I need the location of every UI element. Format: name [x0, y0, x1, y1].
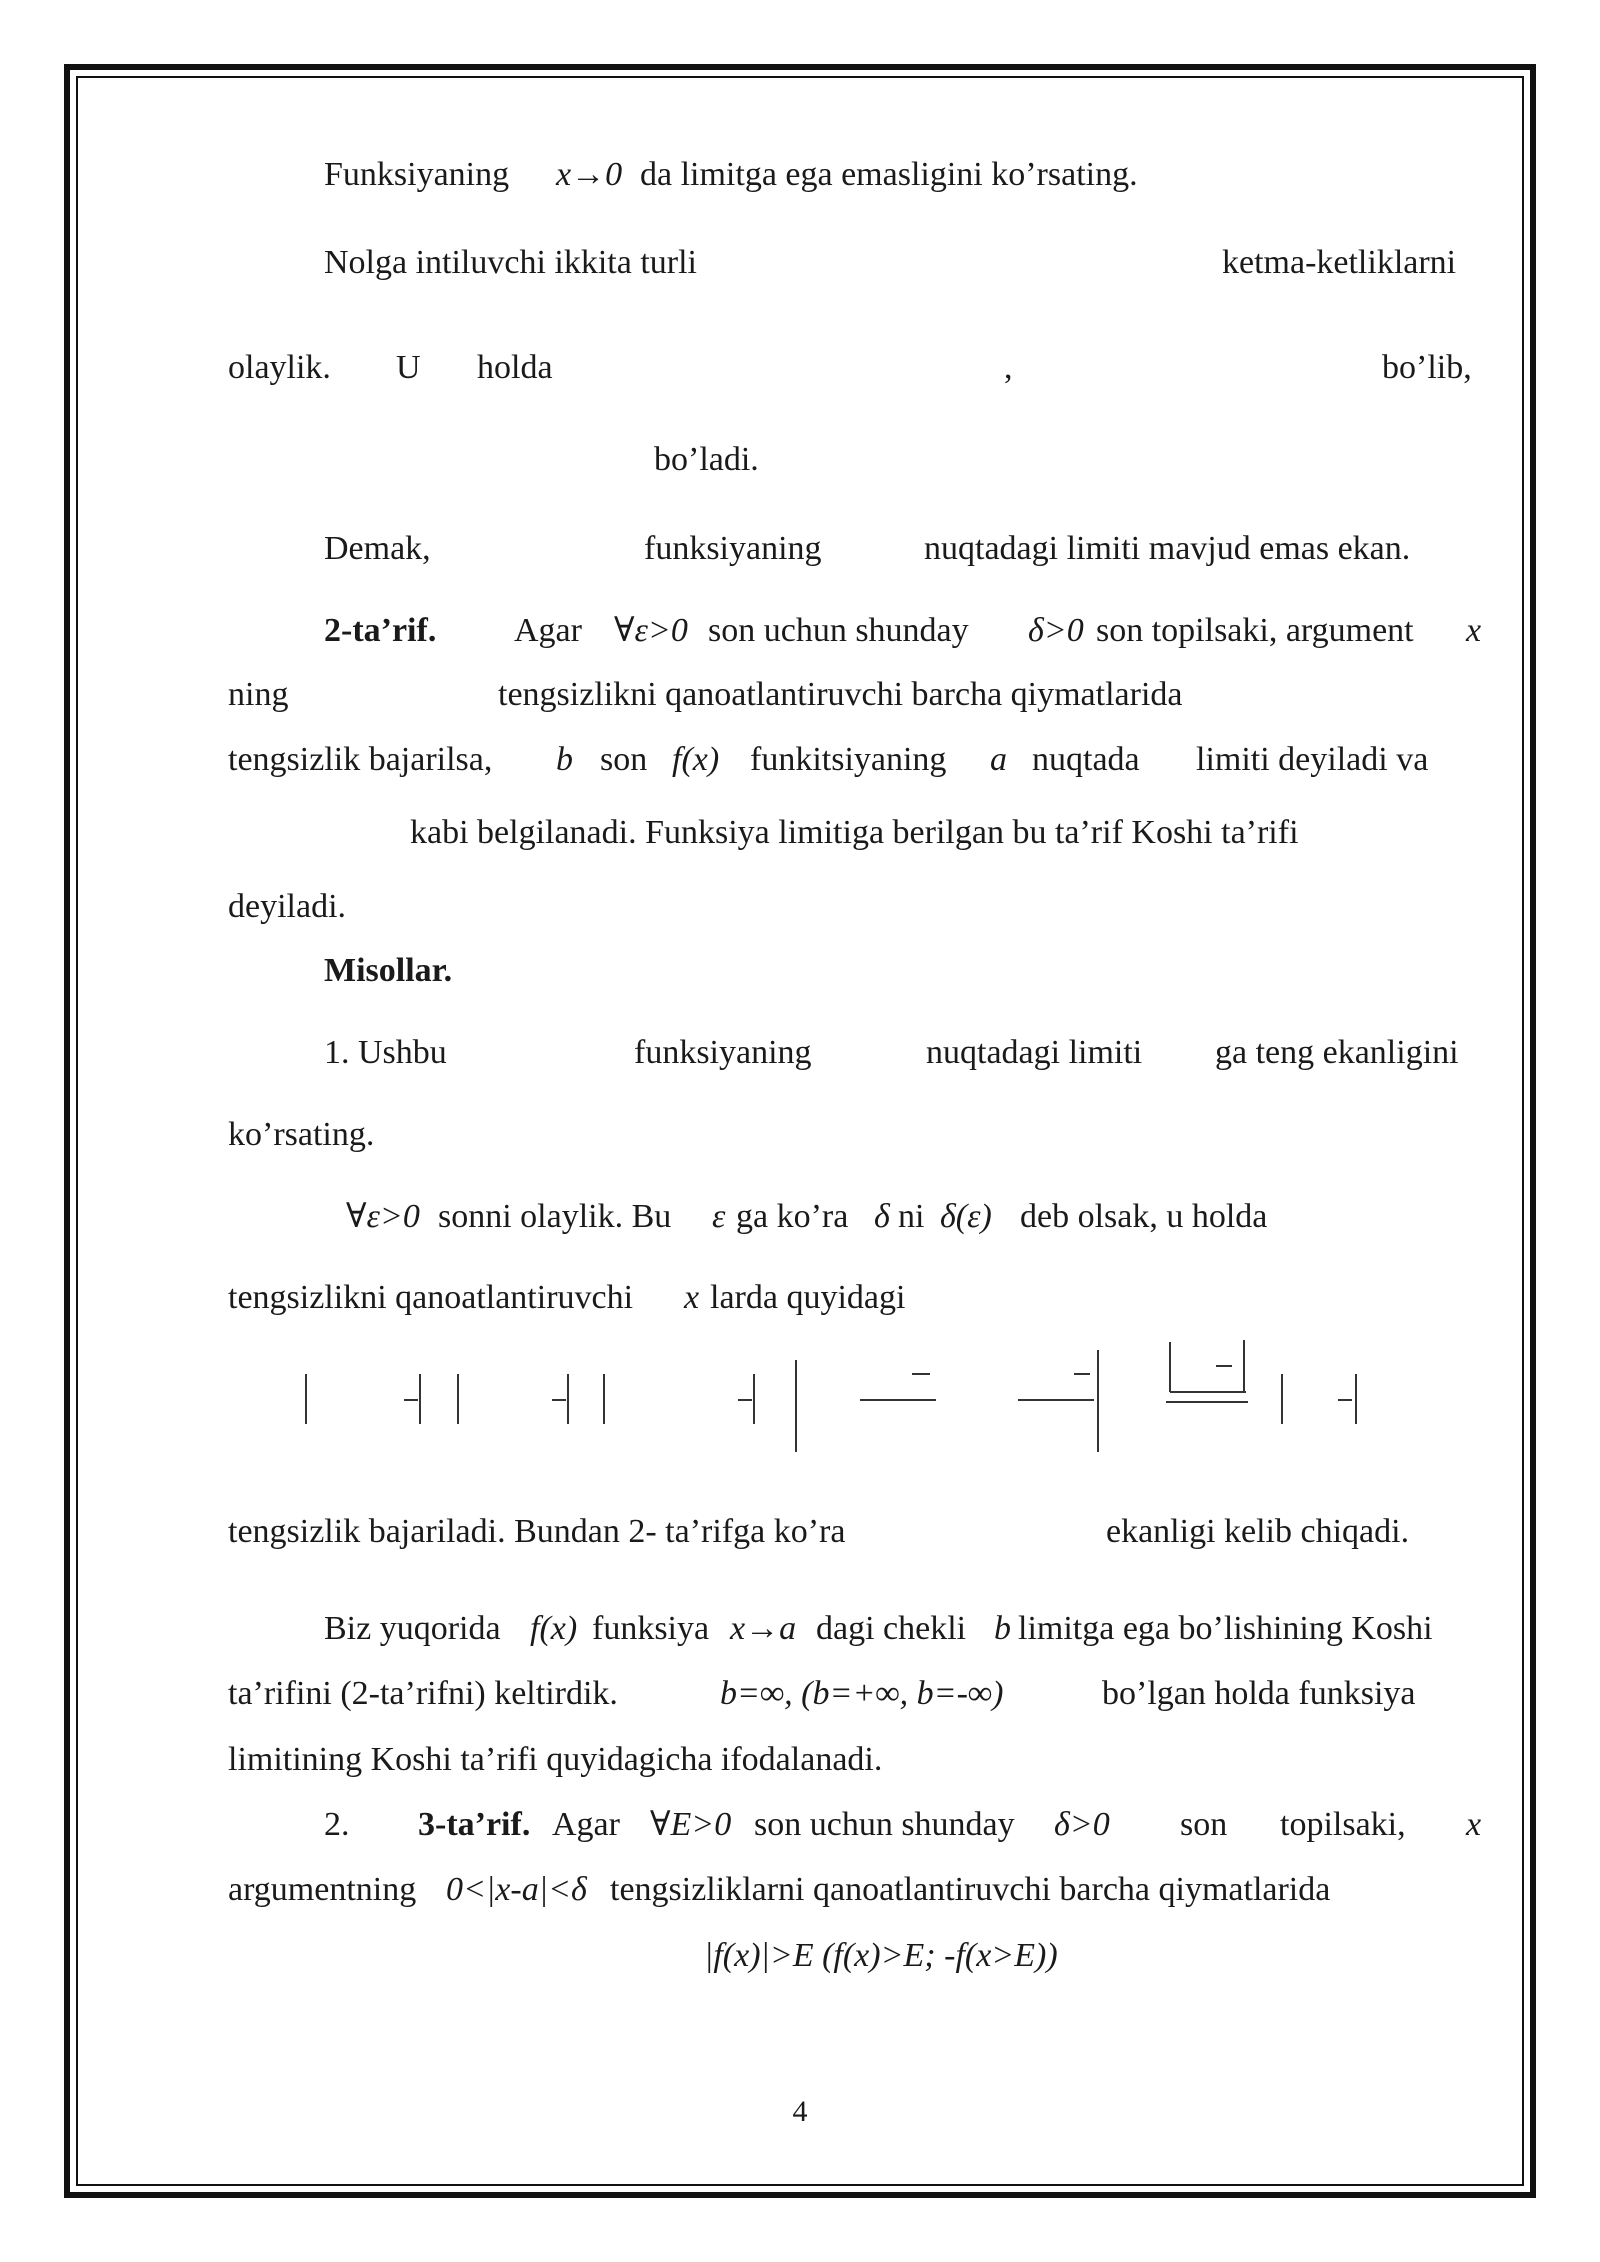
text-line: da limitga ega emasligini ko’rsating.: [640, 156, 1138, 193]
math-expr: a: [990, 741, 1007, 778]
math-expr: x: [684, 1279, 700, 1316]
text-line: dagi chekli: [816, 1610, 967, 1647]
text-line: ,: [1004, 349, 1013, 386]
text-line: ga teng ekanligini: [1215, 1034, 1459, 1071]
page-number: 4: [792, 2095, 808, 2128]
text-line: ketma-ketliklarni: [1222, 244, 1457, 281]
text-line: son uchun shunday: [754, 1806, 1015, 1843]
text-line: nuqtadagi limiti: [926, 1034, 1143, 1071]
math-formula: |f(x)|>E (f(x)>E; -f(x>E)): [704, 1937, 1058, 1974]
definition-label: 3-ta’rif.: [418, 1806, 531, 1843]
text-line: bo’lgan holda funksiya: [1102, 1675, 1416, 1712]
text-line: son: [1180, 1806, 1228, 1843]
text-line: Funksiyaning: [324, 156, 510, 193]
math-expr: x: [1466, 612, 1482, 649]
math-expr: b: [994, 1610, 1011, 1647]
text-line: nuqtadagi limiti mavjud emas ekan.: [924, 530, 1411, 567]
math-expr: f(x): [530, 1610, 578, 1647]
text-line: ga ko’ra: [736, 1198, 849, 1235]
text-line: ko’rsating.: [228, 1116, 375, 1153]
text-line: bo’ladi.: [654, 441, 759, 478]
text-line: larda quyidagi: [710, 1279, 906, 1316]
math-expr: x: [1466, 1806, 1482, 1843]
text-line: ta’rifini (2-ta’rifni) keltirdik.: [228, 1675, 618, 1712]
formula-fragment: [0, 1340, 1600, 1480]
text-line: limitga ega bo’lishining Koshi: [1018, 1610, 1433, 1647]
text-line: tengsizlik bajariladi. Bundan 2- ta’rifga ko’ra: [228, 1513, 846, 1550]
text-line: Agar: [514, 612, 582, 649]
text-line: deyiladi.: [228, 888, 347, 925]
definition-label: 2-ta’rif.: [324, 612, 437, 649]
math-expr: ∀ε>0: [346, 1198, 420, 1235]
text-line: limitining Koshi ta’rifi quyidagicha ifodalanadi.: [228, 1741, 883, 1778]
math-expr: δ: [874, 1198, 890, 1235]
text-line: funksiyaning: [634, 1034, 812, 1071]
text-line: ni: [898, 1198, 925, 1235]
text-line: olaylik.: [228, 349, 331, 386]
text-line: tengsizliklarni qanoatlantiruvchi barcha qiymatlarida: [610, 1871, 1331, 1908]
math-expr: ε: [712, 1198, 726, 1235]
text-line: deb olsak, u holda: [1020, 1198, 1268, 1235]
text-line: son uchun shunday: [708, 612, 969, 649]
text-line: son: [600, 741, 648, 778]
math-expr: δ(ε): [940, 1198, 992, 1235]
text-line: bo’lib,: [1382, 349, 1472, 386]
text-line: U: [396, 349, 421, 386]
text-line: funksiya: [592, 1610, 710, 1647]
text-line: funksiyaning: [644, 530, 822, 567]
text-line: Agar: [552, 1806, 620, 1843]
math-expr: δ>0: [1028, 612, 1084, 649]
math-expr: f(x): [672, 741, 720, 778]
text-line: holda: [477, 349, 553, 386]
math-expr: ∀E>0: [650, 1806, 732, 1843]
text-line: limiti deyiladi va: [1196, 741, 1429, 778]
math-expr: δ>0: [1054, 1806, 1110, 1843]
text-line: Demak,: [324, 530, 431, 567]
text-line: sonni olaylik. Bu: [438, 1198, 672, 1235]
text-line: ekanligi kelib chiqadi.: [1106, 1513, 1410, 1550]
text-line: tengsizlik bajarilsa,: [228, 741, 493, 778]
math-expr: b: [556, 741, 573, 778]
text-line: ning: [228, 676, 289, 713]
math-expr: b=∞, (b=+∞, b=-∞): [720, 1675, 1004, 1712]
text-line: son topilsaki, argument: [1096, 612, 1414, 649]
text-line: kabi belgilanadi. Funksiya limitiga berilgan bu ta’rif Koshi ta’rifi: [410, 814, 1299, 851]
section-heading: Misollar.: [324, 952, 453, 989]
math-expr: x→a: [730, 1610, 797, 1647]
text-line: Biz yuqorida: [324, 1610, 501, 1647]
text-line: tengsizlikni qanoatlantiruvchi: [228, 1279, 634, 1316]
math-expr: 0<|x-a|<δ: [446, 1871, 587, 1908]
text-line: nuqtada: [1032, 741, 1140, 778]
list-number: 2.: [324, 1806, 350, 1843]
text-line: tengsizlikni qanoatlantiruvchi barcha qiymatlarida: [498, 676, 1183, 713]
text-line: topilsaki,: [1280, 1806, 1406, 1843]
text-line: argumentning: [228, 1871, 417, 1908]
math-expr: x→0: [556, 156, 623, 193]
text-line: funkitsiyaning: [750, 741, 947, 778]
text-line: 1. Ushbu: [324, 1034, 447, 1071]
math-expr: ∀ε>0: [614, 612, 688, 649]
text-line: Nolga intiluvchi ikkita turli: [324, 244, 698, 281]
